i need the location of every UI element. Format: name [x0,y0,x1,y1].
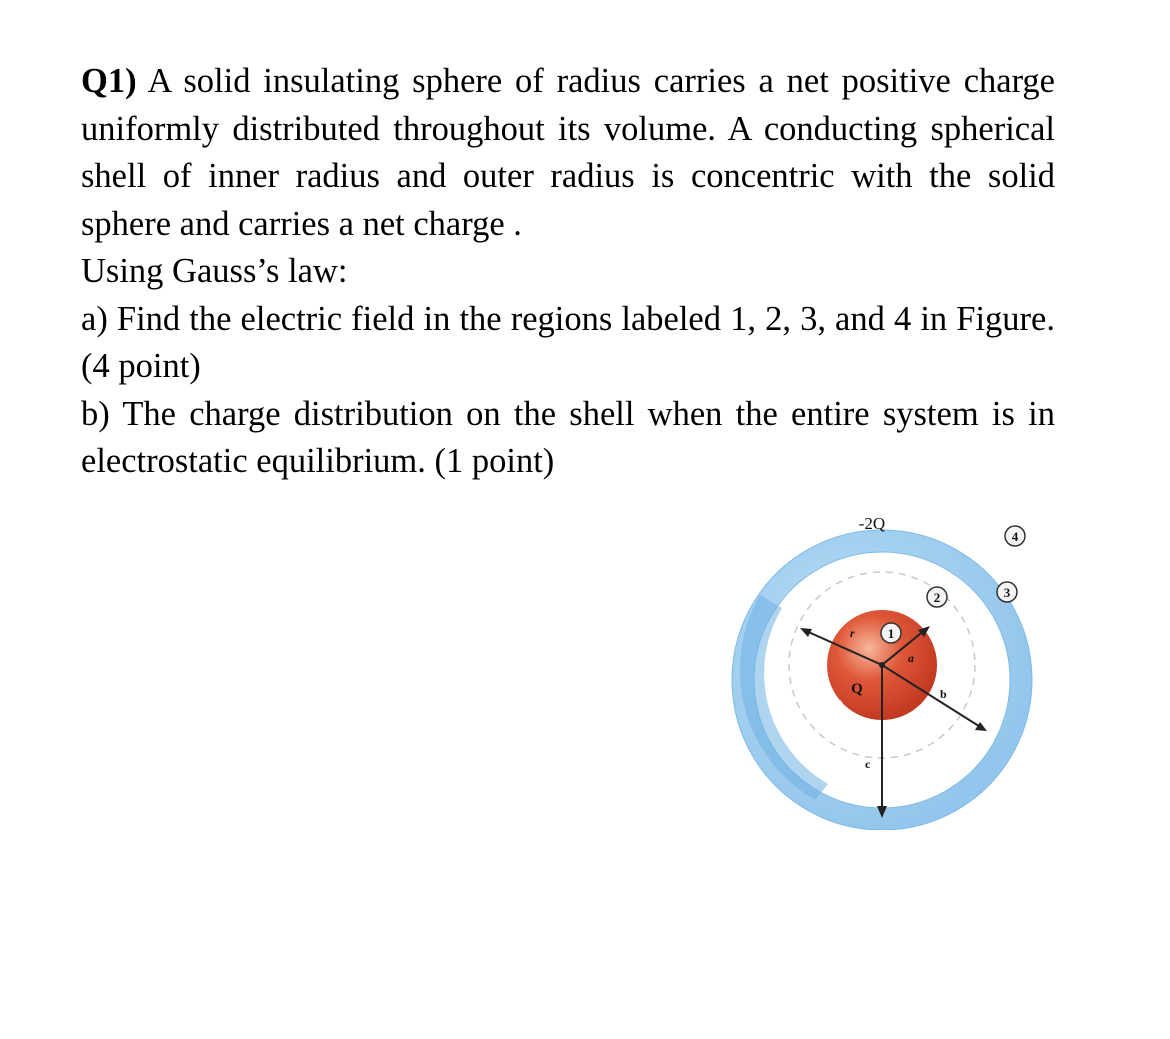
region-marker-2 [927,587,947,607]
question-intro-text: A solid insulating sphere of radius carries a net positive charge uniformly distributed throughout its volume. A conducting spherical shell of inner radius and outer radius is concentric with the solid sphere and carries a net charge . [81,62,1055,243]
region-label-2: 2 [933,590,941,605]
region-label-4: 4 [1011,529,1019,544]
question-part-a: a) Find the electric field in the regions labeled 1, 2, 3, and 4 in Figure. (4 point) [81,299,1055,385]
region-label-3: 3 [1003,585,1011,600]
center-point [879,662,885,668]
sphere-charge-label: Q [851,681,863,697]
radius-r-label: r [850,626,855,640]
question-part-b: b) The charge distribution on the shell when the entire system is in electrostatic equilibrium. (1 point) [81,394,1055,480]
shell-charge-label: -2Q [858,514,886,533]
concentric-sphere-figure [720,500,1060,830]
radius-a-label: a [908,651,914,665]
figure-svg [720,500,1060,830]
question-number: Q1) [81,62,137,100]
region-marker-1 [881,623,901,643]
radius-b-label: b [940,687,947,701]
region-marker-4 [1005,526,1025,546]
region-marker-3 [997,582,1017,602]
radius-b-arrowhead [975,722,987,731]
radius-r-arrowhead [800,628,812,637]
question-intro [81,58,1055,248]
question-block [81,58,1055,486]
region-label-1: 1 [887,626,895,641]
question-instruction: Using Gauss’s law: [81,252,348,290]
radius-c-label: c [865,757,871,771]
shell-shadow [740,595,828,800]
